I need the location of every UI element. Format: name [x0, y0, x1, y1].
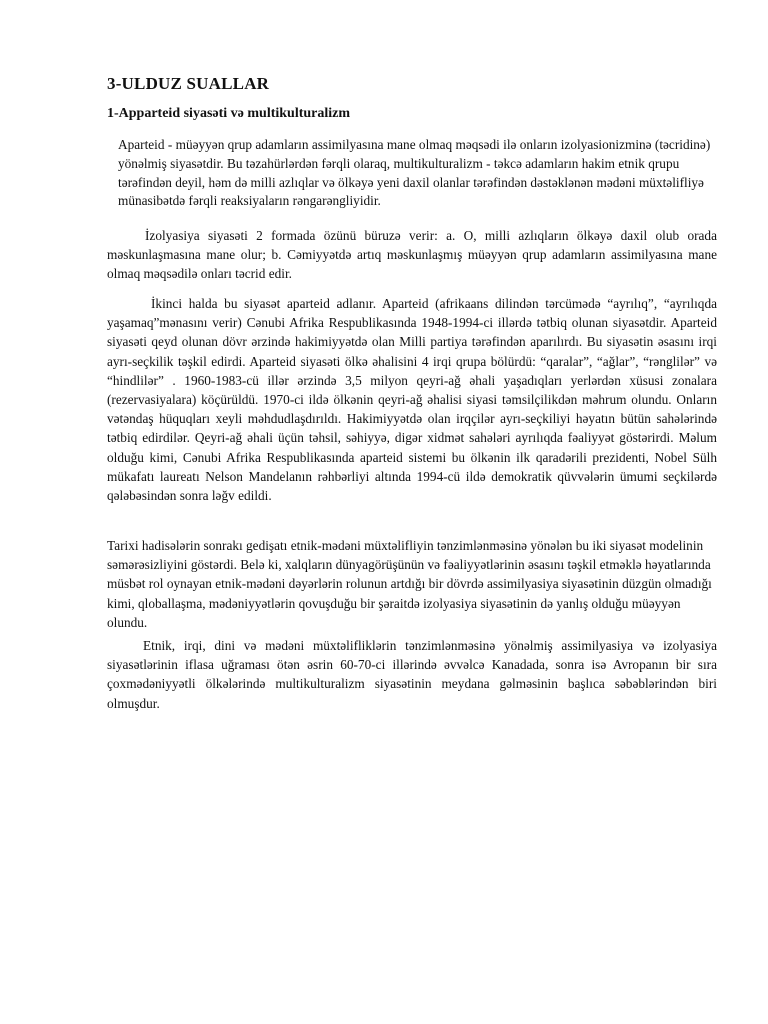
document-title: 3-ULDUZ SUALLAR	[107, 74, 270, 93]
paragraph-apartheid-history: İkinci halda bu siyasət aparteid adlanır. Aparteid (afrikaans dilindən tərcümədə “ayrılıq”, “ayrılıqda yaşamaq”mənasını verir) Cənubi Afrika Respublikasında 1948-1994-ci illərdə tətbiq olunan siyasətdir. Aparteid siyasəti qeyd olunan dövr ərzində hakimiyyətdə olan Milli partiya tərəfindən aparılırdı. Bu siyasətin əsasını irqi ayrı-seçkilik təşkil edirdi. Aparteid siyasəti ölkə əhalisini 4 irqi qrupa bölürdü: “qaralar”, “ağlar”, “rənglilər” və “hindlilər” . 1960-1983-cü illər ərzində 3,5 milyon qeyri-ağ əhali yaşadıqları yerlərdən xüsusi zonalara (rezervasiyalara) köçürüldü. 1970-ci ildə ölkənin qeyri-ağ əhalisi siyasi təmsilçilikdən məhrum olundu. Onların vətəndaş hüquqları xeyli məhdudlaşdırıldı. Hakimiyyətdə olan irqçilər ayrı-seçkiliyi həyatın bütün sahələrində tətbiq edirdilər. Qeyri-ağ əhali üçün təhsil, səhiyyə, digər xidmət sahələri ayrılıqda fəaliyyət göstərirdi. Məlum olduğu kimi, Cənubi Afrika Respublikasında aparteid sistemi bu ölkənin ilk qaradərili prezidenti, Nobel Sülh mükafatı laureatı Nelson Mandelanın rəhbərliyi altında 1994-cü ildə demokratik qüvvələrin ümumi seçkilərdə qələbəsindən sonra ləğv edildi.	[107, 296, 717, 504]
paragraph-isolation-forms: İzolyasiya siyasəti 2 formada özünü büruzə verir: a. O, milli azlıqların ölkəyə daxil olub orada məskunlaşmasına mane olur; b. Cəmiyyətdə artıq məskunlaşmış müəyyən qrup adamların assimilyasına mane olmaq məqsədilə onları təcrid edir.	[107, 228, 717, 282]
section-heading: 1-Apparteid siyasəti və multikulturalizm	[107, 106, 351, 121]
paragraph-definition: Aparteid - müəyyən qrup adamların assimilyasına mane olmaq məqsədi ilə onların izolyasionizminə (təcridinə) yönəlmiş siyasətdir. Bu təzahürlərdən fərqli olaraq, multikulturalizm - təkcə adamların hakim etnik qrupu tərəfindən deyil, həm də milli azlıqlar və ölkəyə yeni daxil olanlar tərəfindən dəstəklənən mədəni müxtəlifliyə münasibətdə fərqli reaksiyaların rəngarəngliyidir.	[118, 137, 711, 209]
paragraph-multiculturalism-origin: Etnik, irqi, dini və mədəni müxtəlifliklərin tənzimlənməsinə yönəlmiş assimilyasiya və izolyasiya siyasətlərinin iflasa uğraması ötən əsrin 60-70-ci illərində əvvəlcə Kanadada, sonra isə Avropanın bir sıra çoxmədəniyyətli ölkələrində multikulturalizm siyasətinin meydana gəlməsinin başlıca səbəblərindən biri olmuşdur.	[107, 638, 717, 711]
paragraph-policy-inefficiency: Tarixi hadisələrin sonrakı gedişatı etnik-mədəni müxtəlifliyin tənzimlənməsinə yönələn bu iki siyasət modelinin səmərəsizliyini göstərdi. Belə ki, xalqların dünyagörüşünün və fəaliyyətlərinin əsasını təşkil etməklə həyatlarında müsbət rol oynayan etnik-mədəni dəyərlərin rolunun artdığı bir dövrdə assimilyasiya siyasətinin düzgün olmadığı kimi, qloballaşma, mədəniyyətlərin qovuşduğu bir şəraitdə izolyasiya siyasətinin də yanlış olduğu müəyyən olundu.	[107, 538, 712, 630]
